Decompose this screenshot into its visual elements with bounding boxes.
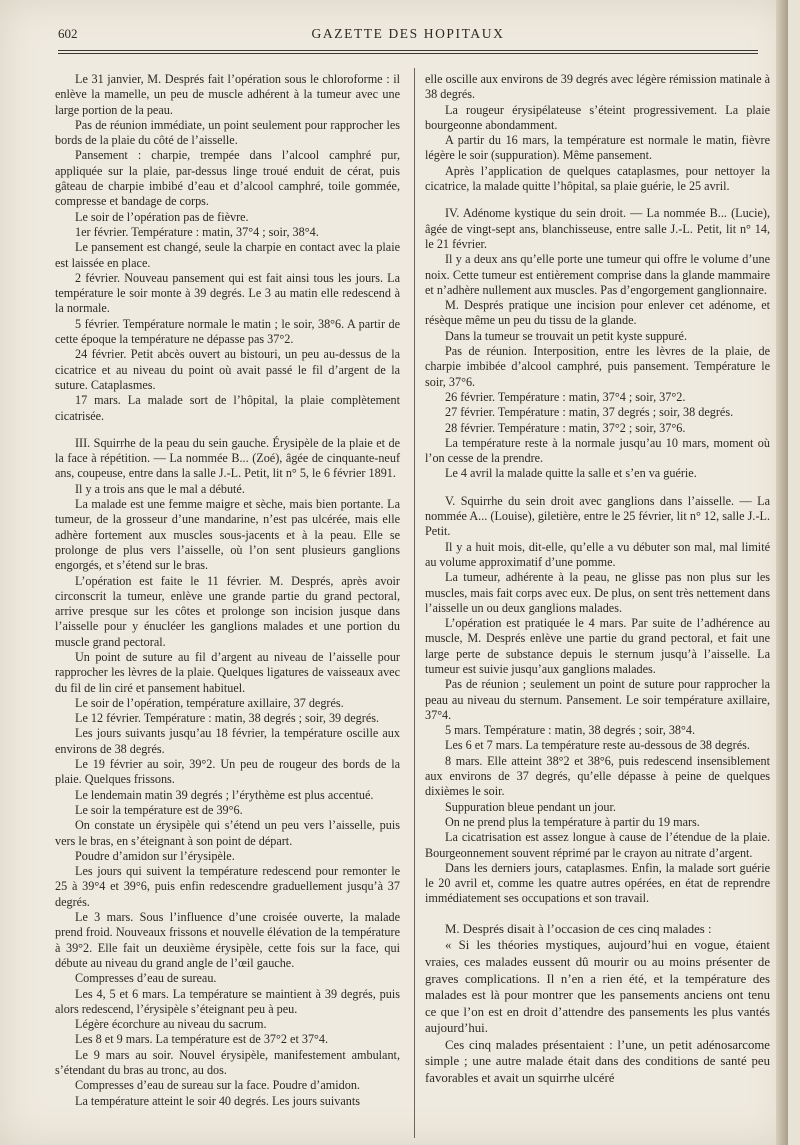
paragraph: Pansement : charpie, trempée dans l’alcool camphré pur, appliquée sur la plaie, par-dessus linge troué enduit de cérat, puis gâteau de charpie imbibé d’eau et d’alcool camphré, toile gommée, compresse et bandage de corps. (55, 148, 400, 209)
paragraph: Légère écorchure au niveau du sacrum. (75, 1017, 267, 1032)
paragraph: M. Després pratique une incision pour enlever cet adénome, et résèque même un peu du tissu de la glande. (425, 298, 770, 328)
paragraph: Compresses d’eau de sureau sur la face. Poudre d’amidon. (75, 1078, 360, 1093)
paragraph: 2 février. Nouveau pansement qui est fait ainsi tous les jours. La température le soir monte à 39 degrés. Le 3 au matin elle redescend à la normale. (55, 270, 400, 316)
paragraph: Dans la tumeur se trouvait un petit kyste suppuré. (445, 328, 688, 343)
right-column (425, 72, 770, 1087)
paragraph: A partir du 16 mars, la température est normale le matin, fièvre légère le soir (suppuration). Même pansement. (425, 133, 770, 163)
paragraph: 5 mars. Température : matin, 38 degrés ; soir, 38°4. (445, 723, 696, 738)
paragraph: La température atteint le soir 40 degrés. Les jours suivants (75, 1093, 360, 1108)
header-rule-double (58, 53, 758, 54)
paragraph: Pas de réunion ; seulement un point de suture pour rapprocher la peau au niveau du sternum. Pansement. Le soir température axillaire, 37°4. (425, 677, 770, 722)
paragraph: Le 12 février. Température : matin, 38 degrés ; soir, 39 degrés. (75, 711, 380, 726)
paragraph: 5 février. Température normale le matin ; le soir, 38°6. A partir de cette époque la température ne dépasse pas 37°2. (55, 316, 400, 347)
paragraph-quote-intro: M. Després disait à l’occasion de ces cinq malades : (445, 921, 712, 936)
paragraph: La température reste à la normale jusqu’au 10 mars, moment où l’on cesse de la prendre. (425, 435, 770, 466)
paragraph: 28 février. Température : matin, 37°2 ; soir, 37°6. (445, 420, 686, 435)
paragraph: Pas de réunion immédiate, un point seulement pour rapprocher les bords de la plaie du côté de l’aisselle. (55, 117, 400, 148)
paragraph: Le 31 janvier, M. Després fait l’opération sous le chloroforme : il enlève la mamelle, un peu de muscle adhérent à la tumeur avec une large portion de la peau. (55, 72, 400, 117)
paragraph: Le 9 mars au soir. Nouvel érysipèle, manifestement ambulant, s’étendant du bras au tronc, au dos. (55, 1047, 400, 1077)
paragraph: Le 4 avril la malade quitte la salle et s’en va guérie. (445, 466, 697, 481)
paragraph: L’opération est pratiquée le 4 mars. Par suite de l’adhérence au muscle, M. Després enlève une partie du grand pectoral, et fait une large perte de substance depuis le sternum jusqu’à l’aisselle. La tumeur est suivie jusqu’aux ganglions malades. (425, 616, 770, 676)
paragraph: Poudre d’amidon sur l’érysipèle. (75, 848, 235, 863)
paragraph: 17 mars. La malade sort de l’hôpital, la plaie complètement cicatrisée. (55, 393, 400, 423)
paragraph: La tumeur, adhérente à la peau, ne glisse pas non plus sur les muscles, mais fait corps avec eux. De plus, on sent très nettement dans l’aisselle un ou deux ganglions malades. (425, 570, 770, 615)
paragraph: 24 février. Petit abcès ouvert au bistouri, un peu au-dessus de la cicatrice et au niveau du point où avait passé le fil d’argent de la suture. Cataplasmes. (55, 347, 400, 392)
paragraph: La malade est une femme maigre et sèche, mais bien portante. La tumeur, de la grosseur d’une mandarine, n’est pas ulcérée, mais elle adhère fortement aux muscles sous-jacents et à la peau. Elle se prolonge de plus vers l’aisselle, où l’on sent plusieurs ganglions engorgés, et s’étend sur le bras. (55, 497, 400, 573)
case-heading-3: III. Squirrhe de la peau du sein gauche. Érysipèle de la plaie et de la face à répétition. — La nommée B... (Zoé), âgée de cinquante-neuf ans, coupeuse, entre dans la salle J.-L. Petit, lit n° 5, le 6 février 1891. (55, 435, 400, 481)
paragraph: Les jours suivants jusqu’au 18 février, la température oscille aux environs de 38 degrés. (55, 726, 400, 756)
paragraph: Pas de réunion. Interposition, entre les lèvres de la plaie, de charpie imbibée d’alcool camphré, puis pansement. Température le soir, 37°6. (425, 344, 770, 389)
paragraph: Le soir la température est de 39°6. (75, 802, 243, 817)
paragraph: Dans les derniers jours, cataplasmes. Enfin, la malade sort guérie le 20 avril et, comme les quatre autres opérées, en état de reprendre immédiatement ses occupations et son travail. (425, 860, 770, 906)
paragraph-quote: « Si les théories mystiques, aujourd’hui en vogue, étaient vraies, ces malades eussent dû mourir ou au moins présenter de graves complications. Il n’en a rien été, et la température des malades est là pour montrer que les pansements anciens ont tenu ce que l’on est en droit d’attendre des pansements les plus vantés aujourd’hui. (425, 938, 770, 1036)
paragraph: On constate un érysipèle qui s’étend un peu vers l’aisselle, puis vers le bras, en s’éteignant à son point de départ. (55, 818, 400, 848)
paragraph: 27 février. Température : matin, 37 degrés ; soir, 38 degrés. (445, 405, 734, 420)
left-column (55, 72, 400, 1109)
paragraph: Le lendemain matin 39 degrés ; l’érythème est plus accentué. (75, 787, 374, 802)
paragraph: Le soir de l’opération, température axillaire, 37 degrés. (75, 695, 344, 710)
paragraph: Il y a huit mois, dit-elle, qu’elle a vu débuter son mal, mal limité au volume approximatif d’une pomme. (425, 539, 770, 569)
page-number: 602 (58, 26, 78, 41)
case-heading-4: IV. Adénome kystique du sein droit. — La nommée B... (Lucie), âgée de vingt-sept ans, blanchisseuse, entre salle J.-L. Petit, lit n° 14, le 21 février. (425, 206, 770, 251)
page-edge (776, 0, 788, 1145)
paragraph: La cicatrisation est assez longue à cause de l’étendue de la plaie. Bourgeonnement souvent réprimé par le crayon au nitrate d’argent. (425, 830, 770, 860)
paragraph: Le pansement est changé, seule la charpie en contact avec la plaie est laissée en place. (55, 240, 400, 270)
paragraph: Les 6 et 7 mars. La température reste au-dessous de 38 degrés. (445, 738, 750, 753)
page-header (58, 26, 758, 48)
paragraph: Les 8 et 9 mars. La température est de 37°2 et 37°4. (75, 1032, 329, 1047)
paragraph: elle oscille aux environs de 39 degrés avec légère rémission matinale à 38 degrés. (425, 72, 770, 102)
paragraph: Le soir de l’opération pas de fièvre. (75, 209, 249, 224)
paragraph: Compresses d’eau de sureau. (75, 971, 217, 986)
paragraph: Les jours qui suivent la température redescend pour remonter le 25 à 39°4 et 39°6, puis enfin redescendre graduellement jusqu’à 37 degrés. (55, 864, 400, 909)
paragraph: Un point de suture au fil d’argent au niveau de l’aisselle pour rapprocher les lèvres de la plaie. Quelques ligatures de vaisseaux avec du fil de lin ciré et pansement habituel. (55, 649, 400, 695)
column-divider (414, 68, 415, 1138)
paragraph: Suppuration bleue pendant un jour. (445, 799, 616, 814)
paragraph: 8 mars. Elle atteint 38°2 et 38°6, puis redescend insensiblement aux environs de 37 degrés, qu’elle dépasse à peine de quelques dixièmes le soir. (425, 753, 770, 799)
case-heading-5: V. Squirrhe du sein droit avec ganglions dans l’aisselle. — La nommée A... (Louise), giletière, entre le 25 février, lit n° 12, salle J.-L. Petit. (425, 493, 770, 539)
paragraph: Il y a deux ans qu’elle porte une tumeur qui offre le volume d’une noix. Cette tumeur est entièrement comprise dans la glande mammaire et n’adhère nullement aux muscles. Pas d’engorgement ganglionnaire. (425, 252, 770, 297)
paragraph: L’opération est faite le 11 février. M. Després, après avoir circonscrit la tumeur, enlève une grande partie du grand pectoral, arrive presque sur les côtes et prolonge son incision jusque dans l’aisselle pour y énucléer les ganglions malades et une portion du muscle grand pectoral. (55, 573, 400, 649)
paragraph-quote: Ces cinq malades présentaient : l’une, un petit adénosarcome simple ; une autre malade était dans des conditions de santé peu favorables et avait un squirrhe ulcéré (425, 1037, 770, 1086)
paragraph: Après l’application de quelques cataplasmes, pour nettoyer la cicatrice, la malade quitte l’hôpital, sa plaie guérie, le 25 avril. (425, 163, 770, 194)
paragraph: Il y a trois ans que le mal a débuté. (75, 481, 245, 496)
paragraph: On ne prend plus la température à partir du 19 mars. (445, 814, 700, 829)
paragraph: Le 3 mars. Sous l’influence d’une croisée ouverte, la malade prend froid. Nouveaux frissons et nouvelle élévation de la température à 39°2. Elle fait un deuxième érysipèle, cette fois sur la face, qui débute au niveau du grand angle de l’œil gauche. (55, 910, 400, 970)
paragraph: 26 février. Température : matin, 37°4 ; soir, 37°2. (445, 389, 686, 404)
paragraph: 1er février. Température : matin, 37°4 ; soir, 38°4. (75, 224, 319, 239)
paragraph: Le 19 février au soir, 39°2. Un peu de rougeur des bords de la plaie. Quelques frissons. (55, 757, 400, 787)
paragraph: Les 4, 5 et 6 mars. La température se maintient à 39 degrés, puis alors redescend, l’érysipèle s’éteignant peu à peu. (55, 986, 400, 1016)
journal-title: GAZETTE DES HOPITAUX (311, 26, 505, 41)
header-rule (58, 50, 758, 51)
paragraph: La rougeur érysipélateuse s’éteint progressivement. La plaie bourgeonne abondamment. (425, 102, 770, 132)
